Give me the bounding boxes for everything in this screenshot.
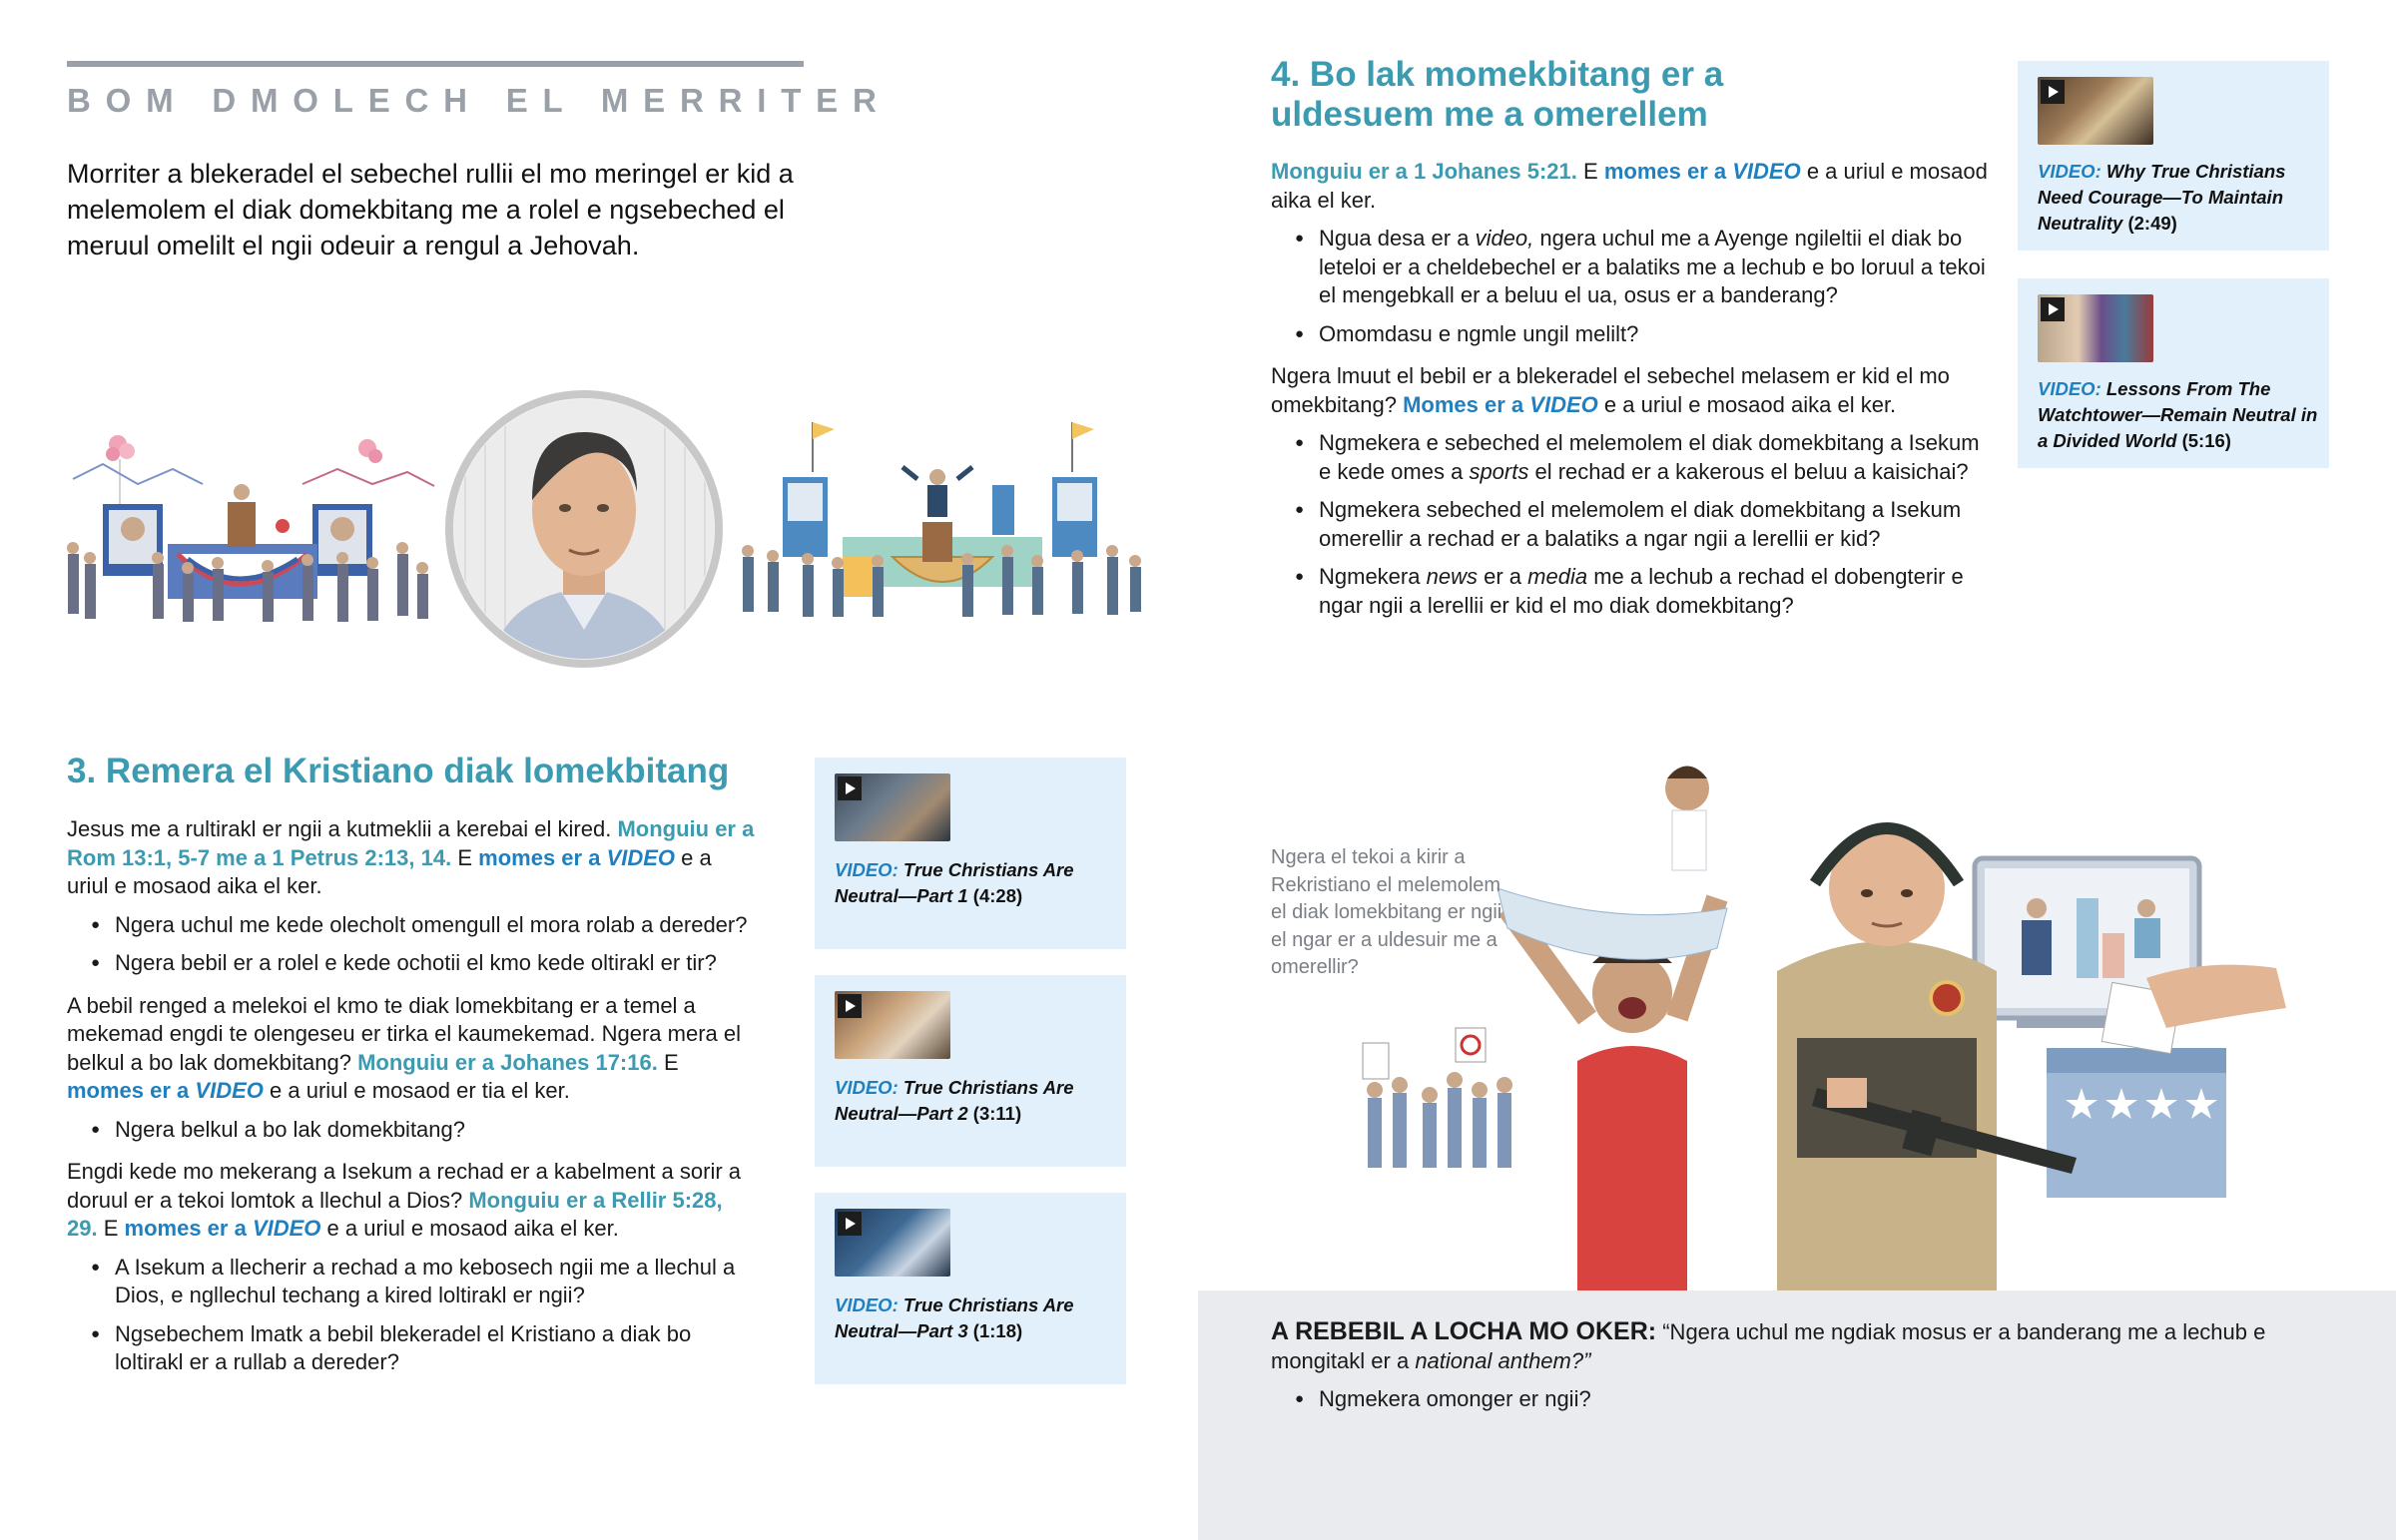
illustration-caption: Ngera el tekoi a kirir a Rekristiano el melemolem el diak lomekbitang er ngii el ngar er a uldesuir me a omerellir? <box>1271 846 1502 978</box>
video-thumbnail[interactable] <box>835 991 950 1059</box>
list-item: ● Ngmekera sebeched el melemolem el diak domekbitang a Isekum omerellir a rechad er a balatiks a ngar ngii a lerellii er kid? <box>1271 496 1995 553</box>
list-item: ● Ngsebechem lmatk a bebil blekeradel el Kristiano a diak bo loltirakl er a rullab a dereder? <box>67 1320 756 1377</box>
someone-asks-questions <box>1271 1385 2269 1414</box>
play-icon[interactable] <box>838 1212 862 1236</box>
list-item: ● Ngera uchul me kede olecholt omengull el mora rolab a dereder? <box>67 911 756 940</box>
neutrality-illustration <box>1348 759 2326 1290</box>
rally-illustration-right <box>733 417 1152 632</box>
video-thumbnail[interactable] <box>2038 294 2153 362</box>
section-3-title: 3. Remera el Kristiano diak lomekbitang <box>67 752 730 790</box>
scripture-link-rom-13[interactable]: Monguiu er a Rom 13:1, 5-7 me a 1 Petrus 2:13, 14. <box>67 816 755 870</box>
section-4-questions-1 <box>1271 225 1995 348</box>
watch-video-link-3[interactable]: momes er a VIDEO <box>124 1216 321 1241</box>
section-4-title: 4. Bo lak momekbitang er a uldesuem me a omerellem <box>1271 55 1724 134</box>
section-4-paragraph-2: Ngera lmuut el bebil er a blekeradel el sebechel melasem er kid el mo omekbitang? Momes er a VIDEO e a uriul e mosaod aika el ker. <box>1271 363 1950 417</box>
someone-asks-label: A REBEBIL A LOCHA MO OKER: <box>1271 1317 1657 1345</box>
list-item: ● Ngera bebil er a rolel e kede ochotii el kmo kede oltirakl er tir? <box>67 949 756 978</box>
watch-video-link-1[interactable]: momes er a VIDEO <box>478 844 676 870</box>
list-item: ● Omomdasu e ngmle ungil melilt? <box>1271 320 1995 349</box>
section-4-body <box>1271 158 1995 630</box>
portrait-avatar <box>445 390 723 668</box>
video-caption: VIDEO: True Christians Are Neutral—Part 1 (4:28) <box>835 859 1074 906</box>
section-3-paragraph-3: Engdi kede mo mekerang a Isekum a rechad er a kabelment a sorir a doruul er a tekoi lomtok a llechul a Dios? Monguiu er a Rellir 5:28, 29. E momes er a VIDEO e a uriul e mosaod aika el ker. <box>67 1159 742 1241</box>
header-rule <box>67 61 804 67</box>
video-card-part-1[interactable] <box>815 758 1126 949</box>
someone-asks-text: A REBEBIL A LOCHA MO OKER: “Ngera uchul me ngdiak mosus er a banderang me a lechub e mongitakl er a national anthem?” <box>1271 1317 2266 1373</box>
someone-asks-section <box>1271 1317 2269 1424</box>
section-3-questions-3 <box>67 1254 756 1377</box>
video-thumbnail[interactable] <box>835 773 950 841</box>
scripture-link-1-john-5[interactable]: Monguiu er a 1 Johanes 5:21. <box>1271 159 1577 184</box>
play-icon[interactable] <box>838 776 862 800</box>
list-item: ● Ngmekera omonger er ngii? <box>1271 1385 2269 1414</box>
page-header-title: BOM DMOLECH EL MERRITER <box>67 82 892 119</box>
section-4-paragraph-1: Monguiu er a 1 Johanes 5:21. E momes er a VIDEO e a uriul e mosaod aika el ker. <box>1271 159 1988 213</box>
play-icon[interactable] <box>838 994 862 1018</box>
video-caption: VIDEO: True Christians Are Neutral—Part 2 (3:11) <box>835 1077 1074 1124</box>
watch-video-link-2[interactable]: momes er a VIDEO <box>67 1078 264 1103</box>
section-3-paragraph-1: Jesus me a rultirakl er ngii a kutmeklii a kerebai el kired. Monguiu er a Rom 13:1, 5-7 me a 1 Petrus 2:13, 14. E momes er a VIDEO e a uriul e mosaod aika el ker. <box>67 816 755 898</box>
list-item: ● A Isekum a llecherir a rechad a mo kebosech ngii me a llechul a Dios, e ngllechul techang a kired loltirakl er ngii? <box>67 1254 756 1310</box>
section-4-questions-2 <box>1271 429 1995 620</box>
section-3-paragraph-2: A bebil renged a melekoi el kmo te diak lomekbitang er a temel a mekemad engdi te olengeseu er tirka el kaumekemad. Ngera mera el belkul a bo lak domekbitang? Monguiu er a Johanes 17:16. E momes er a VIDEO e a uriul e mosaod er tia el ker. <box>67 992 742 1103</box>
section-3-questions-2 <box>67 1116 756 1145</box>
video-thumbnail[interactable] <box>835 1209 950 1277</box>
intro-paragraph: Morriter a blekeradel el sebechel rullii el mo meringel er kid a melemolem el diak domekbitang me a rolel e ngsebeched el meruul omelilt el ngii odeuir a rengul a Jehovah. <box>67 159 794 260</box>
video-card-remain-neutral[interactable] <box>2018 278 2329 468</box>
video-thumbnail[interactable] <box>2038 77 2153 145</box>
rally-illustration-left <box>63 424 440 634</box>
video-card-part-2[interactable] <box>815 975 1126 1167</box>
list-item: ● Ngmekera news er a media me a lechub a rechad el dobengterir e ngar ngii a lerellii er kid el mo diak domekbitang? <box>1271 563 1995 620</box>
play-icon[interactable] <box>2041 80 2065 104</box>
video-caption: VIDEO: Why True Christians Need Courage—To Maintain Neutrality (2:49) <box>2038 161 2286 234</box>
list-item: ● Ngera belkul a bo lak domekbitang? <box>67 1116 756 1145</box>
video-card-courage-neutrality[interactable] <box>2018 61 2329 251</box>
scripture-link-john-17[interactable]: Monguiu er a Johanes 17:16. <box>357 1049 658 1075</box>
scripture-link-acts-5[interactable]: Monguiu er a Rellir 5:28, 29. <box>67 1187 723 1241</box>
video-card-part-3[interactable] <box>815 1193 1126 1384</box>
watch-video-link-5[interactable]: Momes er a VIDEO <box>1403 391 1598 417</box>
play-icon[interactable] <box>2041 297 2065 321</box>
watch-video-link-4[interactable]: momes er a VIDEO <box>1603 159 1801 184</box>
list-item: ● Ngmekera e sebeched el melemolem el diak domekbitang a Isekum e kede omes a sports el rechad er a kakerous el beluu a kaisichai? <box>1271 429 1995 486</box>
section-3-body <box>67 815 756 1387</box>
video-caption: VIDEO: True Christians Are Neutral—Part 3 (1:18) <box>835 1294 1074 1341</box>
list-item: ● Ngua desa er a video, ngera uchul me a Ayenge ngileltii el diak bo leteloi er a cheldebechel er a balatiks me a lechub e bo loruul a tekoi el mengebkall er a beluu el ua, osus er a banderang? <box>1271 225 1995 310</box>
video-caption: VIDEO: Lessons From The Watchtower—Remain Neutral in a Divided World (5:16) <box>2038 378 2318 451</box>
section-3-questions-1 <box>67 911 756 978</box>
